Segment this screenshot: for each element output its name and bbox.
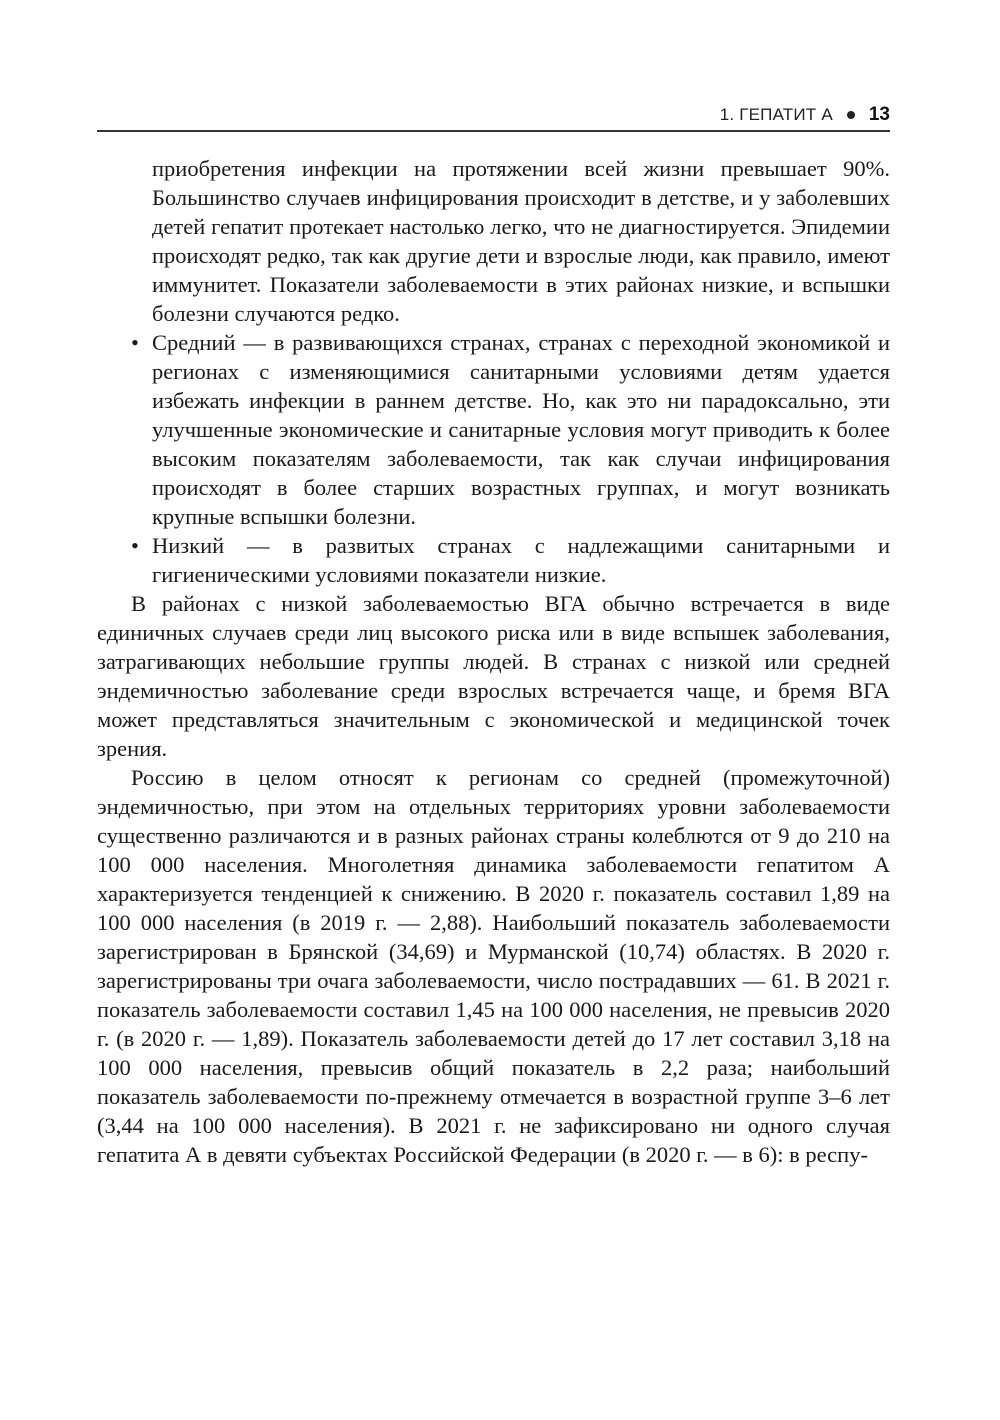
bullet-icon: •	[131, 533, 139, 558]
chapter-title: 1. ГЕПАТИТ А	[719, 105, 833, 124]
bullet-separator-icon	[847, 111, 855, 119]
paragraph-continuation: приобретения инфекции на протяжении всей жизни превышает 90%. Большинство случаев инфицирования происходит в детстве, и у заболевших детей гепатит протекает настолько легко, что не диагностируется. Эпидемии происходят редко, так как другие дети и взрослые люди, как правило, имеют иммунитет. Показатели заболеваемости в этих районах низкие, и вспышки болезни случаются редко.	[152, 156, 890, 326]
page-number: 13	[868, 104, 890, 125]
bullet-item-medium	[97, 328, 890, 531]
bullet-text-medium: Средний — в развивающихся странах, странах с переходной экономикой и регионах с изменяющимися санитарными условиями детям удается избежать инфекции в раннем детстве. Но, как это ни парадоксально, эти улучшенные экономические и санитарные условия могут приводить к более высоким показателям заболеваемости, так как случаи инфицирования происходят в более старших возрастных группах, и могут возникать крупные вспышки болезни.	[152, 330, 890, 529]
body-text	[97, 154, 890, 1169]
bullet-text-low: Низкий — в развитых странах с надлежащими санитарными и гигиеническими условиями показатели низкие.	[152, 533, 890, 587]
paragraph-low-incidence: В районах с низкой заболеваемостью ВГА обычно встречается в виде единичных случаев среди лиц высокого риска или в виде вспышек заболевания, затрагивающих небольшие группы людей. В странах с низкой или средней эндемичностью заболевание среди взрослых встречается чаще, и бремя ВГА может представляться значительным с экономической и медицинской точек зрения.	[97, 591, 890, 761]
bullet-item-low	[97, 531, 890, 589]
running-header	[97, 100, 890, 132]
paragraph-russia: Россию в целом относят к регионам со средней (промежуточной) эндемичностью, при этом на отдельных территориях уровни заболеваемости существенно различаются и в разных районах страны колеблются от 9 до 210 на 100 000 населения. Многолетняя динамика заболеваемости гепатитом А характеризуется тенденцией к снижению. В 2020 г. показатель составил 1,89 на 100 000 населения (в 2019 г. — 2,88). Наибольший показатель заболеваемости зарегистрирован в Брянской (34,69) и Мурманской (10,74) областях. В 2020 г. зарегистрированы три очага заболеваемости, число пострадавших — 61. В 2021 г. показатель заболеваемости составил 1,45 на 100 000 населения, не превысив 2020 г. (в 2020 г. — 1,89). Показатель заболеваемости детей до 17 лет составил 3,18 на 100 000 населения, превысив общий показатель в 2,2 раза; наибольший показатель заболеваемости по-прежнему отмечается в возрастной группе 3–6 лет (3,44 на 100 000 населения). В 2021 г. не зафиксировано ни одного случая гепатита А в девяти субъектах Российской Федерации (в 2020 г. — в 6): в респу-	[97, 765, 890, 1167]
bullet-icon: •	[131, 330, 139, 355]
